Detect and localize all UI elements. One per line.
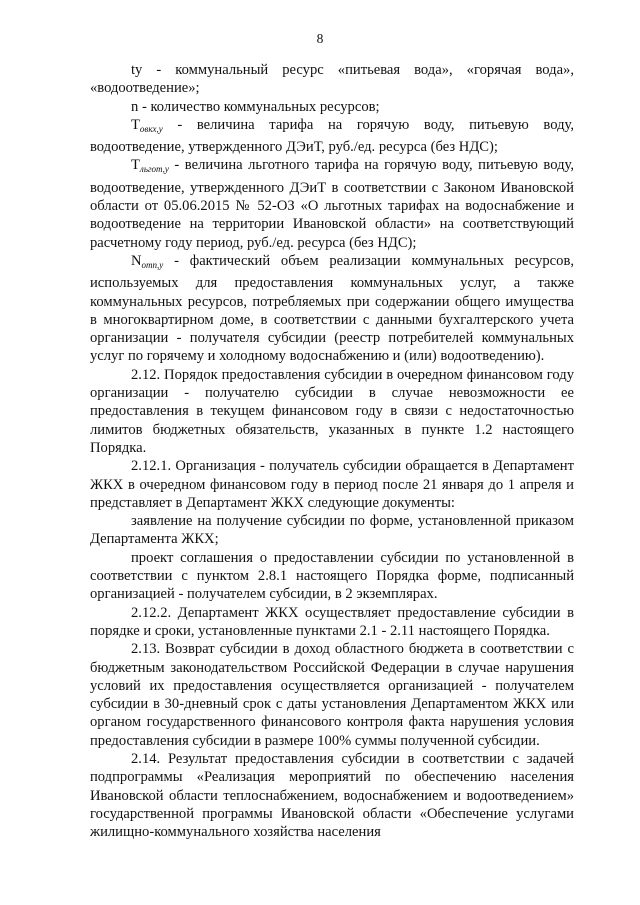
clause-2-13: 2.13. Возврат субсидии в доход областного бюджета в соответствии с бюджетным законодательством Российской Федерации в случае нарушения условий их предоставления осуществляется организацией - получателем субсидии в 30-дневный срок с даты установления Департаментом ЖКХ или органом государственного финансового контроля факта нарушения условия предоставления субсидии в размере 100% суммы полученной субсидии. [90,641,574,749]
clause-2-14: 2.14. Результат предоставления субсидии в соответствии с задачей подпрограммы «Реализация мероприятий по обеспечению населения Ивановской области теплоснабжением, водоснабжением и водоотведением» государственной программы Ивановской области «Обеспечение услугами жилищно-коммунального хозяйства населения [90,750,574,841]
definition-text: - фактический объем реализации коммунальных ресурсов, используемых для предоставления коммунальных услуг, а также коммунальных ресурсов, потребляемых при содержании общего имущества в многоквартирном доме, в соответствии с данными бухгалтерского учета организации - получателя субсидии (реестр потребителей коммунальных услуг по горячему и холодному водоснабжению и (или) водоотведению). [90,252,574,365]
definition-ty: ty - коммунальный ресурс «питьевая вода», «горячая вода», «водоотведение»; [90,62,574,97]
definition-t-lgot [90,156,574,251]
clause-2-12-2: 2.12.2. Департамент ЖКХ осуществляет предоставление субсидии в порядке и сроки, установленные пунктами 2.1 - 2.11 настоящего Порядка. [90,604,574,639]
definition-text: - величина льготного тарифа на горячую воду, питьевую воду, водоотведение, утвержденного ДЭиТ в соответствии с Законом Ивановской области от 05.06.2015 № 52-ОЗ «О льготных тарифах на водоснабжение и водоотведение на территории Ивановской области» на соответствующий расчетному году период, руб./ед. ресурса (без НДС); [90,157,574,251]
clause-2-12-1: 2.12.1. Организация - получатель субсидии обращается в Департамент ЖКХ в очередном финансовом году в период после 21 января до 1 апреля и представляет в Департамент ЖКХ следующие документы: [90,458,574,511]
list-item-agreement: проект соглашения о предоставлении субсидии по установленной в соответствии с пунктом 2.8.1 настоящего Порядка форме, подписанный организацией - получателем субсидии, в 2 экземплярах. [90,549,574,603]
variable-symbol: T [131,116,140,133]
definition-text: - величина тарифа на горячую воду, питьевую воду, водоотведение, утвержденного ДЭиТ, руб./ед. ресурса (без НДС); [90,116,574,156]
variable-subscript: овкх,у [139,123,163,134]
document-body [90,61,574,841]
variable-subscript: отп,у [141,259,164,270]
variable-symbol: N [131,252,142,269]
definition-t-ovkh [90,116,574,157]
definition-n: n - количество коммунальных ресурсов; [131,98,380,115]
list-item-statement: заявление на получение субсидии по форме, установленной приказом Департамента ЖКХ; [90,513,574,548]
variable-subscript: льгот,у [139,164,169,175]
page-number: 8 [316,31,324,46]
variable-symbol: T [131,157,140,174]
clause-2-12: 2.12. Порядок предоставления субсидии в очередном финансовом году организации - получателю субсидии в случае невозможности ее предоставления в текущем финансовом году в связи с недостаточностью лимитов бюджетных обязательств, указанных в пункте 1.2 настоящего Порядка. [90,366,574,456]
definition-n-otp [90,252,574,366]
